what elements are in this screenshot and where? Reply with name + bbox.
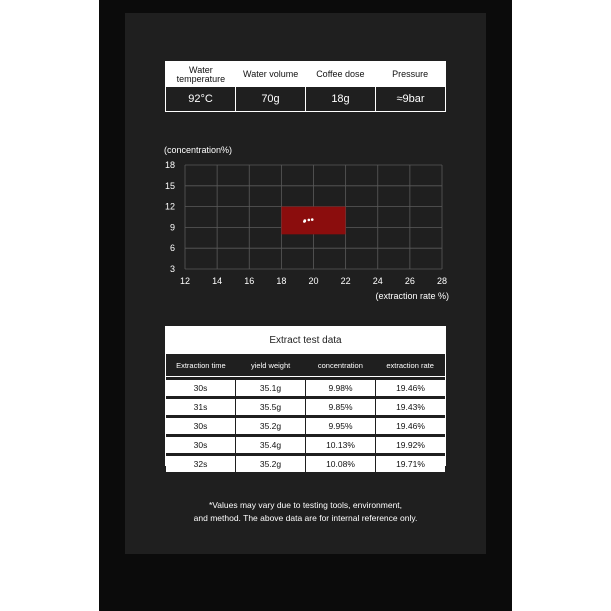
- cell-extraction-rate: 19.92%: [375, 437, 445, 453]
- header-coffee-dose: Coffee dose: [316, 69, 365, 79]
- column-extraction-time: Extraction time: [176, 360, 226, 370]
- table-row: [166, 456, 445, 472]
- y-tick-label: 6: [169, 243, 175, 254]
- table-row: [166, 399, 445, 415]
- cell-yield: 35.2g: [235, 456, 305, 472]
- cell-concentration: 9.85%: [305, 399, 375, 415]
- header-water-temperature: Water temperature: [176, 64, 226, 84]
- cell-concentration: 10.13%: [305, 437, 375, 453]
- y-tick-labels: [165, 160, 175, 274]
- parameters-header-row: [166, 62, 445, 87]
- cell-time: 30s: [193, 440, 208, 450]
- target-region: [281, 207, 345, 235]
- value-water-volume: 70g: [235, 87, 305, 111]
- x-tick-label: 22: [340, 276, 351, 286]
- cell-time: 31s: [193, 402, 208, 412]
- cell-concentration: 9.98%: [305, 380, 375, 396]
- y-axis-label: (concentration%): [164, 145, 233, 155]
- y-tick-label: 12: [164, 201, 175, 212]
- extract-column-headers: [166, 354, 445, 377]
- y-tick-label: 18: [164, 160, 175, 170]
- cell-time: 30s: [193, 421, 208, 431]
- value-water-temperature: 92°C: [188, 93, 213, 105]
- x-tick-label: 14: [212, 276, 223, 286]
- table-row: [166, 437, 445, 453]
- x-tick-label: 24: [372, 276, 383, 286]
- parameters-value-row: [166, 87, 445, 111]
- data-point: [304, 220, 307, 223]
- table-row: [166, 418, 445, 434]
- cell-extraction-rate: 19.46%: [375, 380, 445, 396]
- extraction-scatter-chart: [155, 140, 455, 305]
- x-tick-label: 18: [276, 276, 287, 286]
- cell-concentration: 9.95%: [305, 418, 375, 434]
- column-concentration: concentration: [317, 360, 363, 370]
- header-pressure: Pressure: [392, 69, 429, 79]
- value-pressure: ≈9bar: [375, 87, 445, 111]
- data-point: [311, 218, 314, 221]
- cell-yield: 35.5g: [235, 399, 305, 415]
- x-tick-labels: [180, 276, 447, 286]
- cell-time: 30s: [193, 383, 208, 393]
- cell-extraction-rate: 19.43%: [375, 399, 445, 415]
- column-yield-weight: yield weight: [251, 360, 291, 370]
- extract-table-title: Extract test data: [166, 327, 445, 354]
- value-coffee-dose: 18g: [305, 87, 375, 111]
- y-tick-label: 15: [164, 180, 175, 191]
- x-tick-label: 28: [436, 276, 448, 286]
- header-water-volume: Water volume: [243, 69, 299, 79]
- cell-concentration: 10.08%: [305, 456, 375, 472]
- x-tick-label: 26: [404, 276, 415, 286]
- x-tick-label: 20: [308, 276, 319, 286]
- cell-yield: 35.4g: [235, 437, 305, 453]
- data-point: [308, 219, 311, 222]
- cell-yield: 35.1g: [235, 380, 305, 396]
- brew-parameters-table: [165, 61, 446, 112]
- cell-extraction-rate: 19.46%: [375, 418, 445, 434]
- x-tick-label: 16: [244, 276, 255, 286]
- disclaimer-line-2: and method. The above data are for internal reference only.: [193, 513, 418, 523]
- extract-test-table: [165, 326, 446, 469]
- disclaimer-line-1: *Values may vary due to testing tools, environment,: [208, 500, 403, 510]
- column-extraction-rate: extraction rate: [386, 360, 434, 370]
- y-tick-label: 9: [169, 222, 175, 233]
- x-tick-label: 12: [179, 276, 191, 286]
- cell-extraction-rate: 19.71%: [375, 456, 445, 472]
- x-axis-label: (extraction rate %): [375, 291, 449, 301]
- disclaimer-note: [125, 499, 486, 525]
- cell-yield: 35.2g: [235, 418, 305, 434]
- table-row: [166, 380, 445, 396]
- y-tick-label: 3: [169, 264, 175, 274]
- cell-time: 32s: [193, 459, 208, 469]
